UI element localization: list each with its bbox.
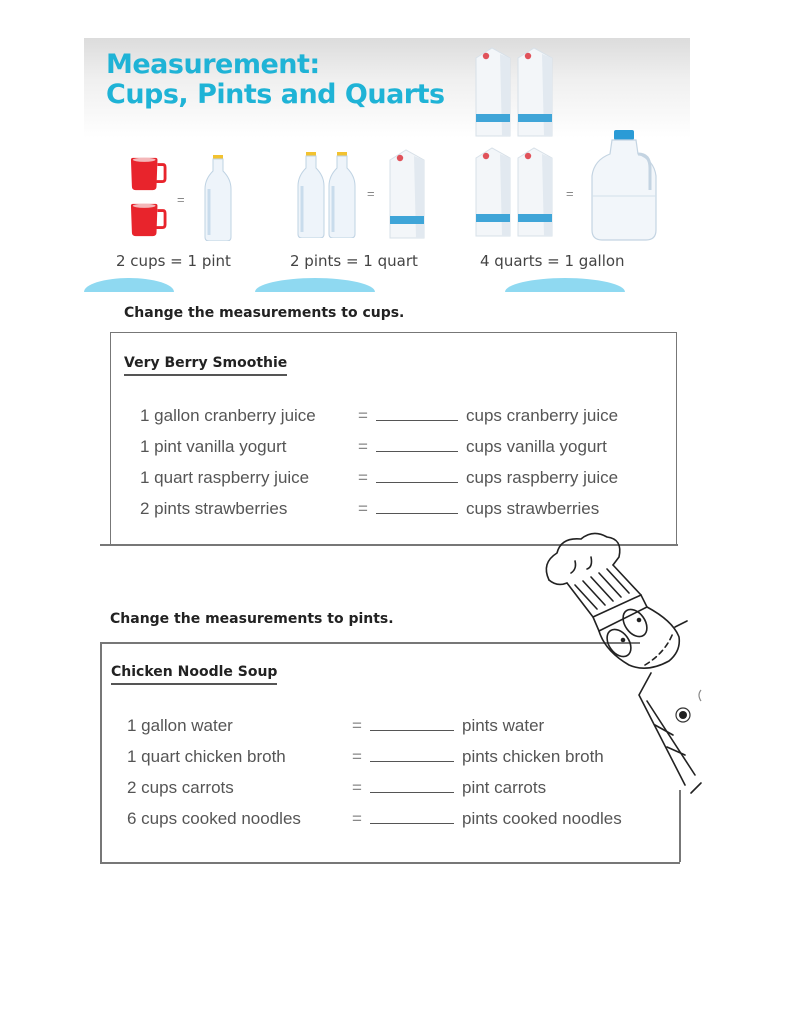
answer-blank[interactable] xyxy=(376,495,458,514)
unit-text: cups cranberry juice xyxy=(466,406,619,425)
unit-text: pints chicken broth xyxy=(462,747,604,766)
wave-decoration xyxy=(505,278,625,292)
equals-sign: = xyxy=(177,192,185,207)
red-cup-icon xyxy=(129,202,167,238)
answer-blank[interactable] xyxy=(376,464,458,483)
answer-blank[interactable] xyxy=(370,743,454,762)
unit-text: cups vanilla yogurt xyxy=(466,437,607,456)
unit-text: pints cooked noodles xyxy=(462,809,622,828)
equals-sign: = xyxy=(367,186,375,201)
list-item xyxy=(140,464,670,495)
wave-decoration xyxy=(255,278,375,292)
milk-bottle-icon xyxy=(203,155,233,241)
milk-carton-icon xyxy=(472,44,514,140)
answer-blank[interactable] xyxy=(376,402,458,421)
answer-blank[interactable] xyxy=(370,712,454,731)
unit-text: pint carrots xyxy=(462,778,547,797)
gallon-jug-icon xyxy=(588,130,660,242)
equivalence-label: 4 quarts = 1 gallon xyxy=(480,252,625,270)
equals-sign: = xyxy=(358,468,368,487)
quantity-text: 1 gallon cranberry juice xyxy=(140,406,316,425)
answer-blank[interactable] xyxy=(370,774,454,793)
unit-text: pints water xyxy=(462,716,545,735)
equivalence-label: 2 pints = 1 quart xyxy=(290,252,418,270)
answer-blank[interactable] xyxy=(376,433,458,452)
milk-carton-icon xyxy=(514,44,556,140)
section2-bottom-rule xyxy=(100,862,680,864)
chef-illustration-icon xyxy=(535,525,715,815)
title-line-2: Cups, Pints and Quarts xyxy=(106,79,445,110)
section1-instruction: Change the measurements to cups. xyxy=(124,305,405,321)
milk-bottle-icon xyxy=(327,152,357,238)
quantity-text: 1 quart chicken broth xyxy=(127,747,286,766)
equals-sign: = xyxy=(358,437,368,456)
milk-carton-icon xyxy=(386,146,428,242)
section2-instruction: Change the measurements to pints. xyxy=(110,611,394,627)
wave-decoration xyxy=(84,278,174,292)
answer-blank[interactable] xyxy=(370,805,454,824)
quantity-text: 6 cups cooked noodles xyxy=(127,809,301,828)
list-item xyxy=(140,402,670,433)
quantity-text: 1 gallon water xyxy=(127,716,233,735)
section1-rows xyxy=(140,402,670,526)
quantity-text: 2 pints strawberries xyxy=(140,499,288,518)
milk-carton-icon xyxy=(472,144,514,240)
section2-left-rule xyxy=(100,642,102,862)
equals-sign: = xyxy=(566,186,574,201)
equals-sign: = xyxy=(358,406,368,425)
worksheet-title xyxy=(106,50,445,110)
list-item xyxy=(140,433,670,464)
list-item xyxy=(140,495,670,526)
milk-carton-icon xyxy=(514,144,556,240)
equivalence-label: 2 cups = 1 pint xyxy=(116,252,231,270)
quantity-text: 1 pint vanilla yogurt xyxy=(140,437,287,456)
equals-sign: = xyxy=(352,747,362,766)
unit-text: cups strawberries xyxy=(466,499,600,518)
title-line-1: Measurement: xyxy=(106,49,320,80)
quantity-text: 2 cups carrots xyxy=(127,778,234,797)
equals-sign: = xyxy=(352,809,362,828)
equals-sign: = xyxy=(352,778,362,797)
milk-bottle-icon xyxy=(296,152,326,238)
quantity-text: 1 quart raspberry juice xyxy=(140,468,310,487)
equals-sign: = xyxy=(358,499,368,518)
section1-recipe-title: Very Berry Smoothie xyxy=(124,355,287,376)
equals-sign: = xyxy=(352,716,362,735)
section2-recipe-title: Chicken Noodle Soup xyxy=(111,664,277,685)
red-cup-icon xyxy=(129,156,167,192)
unit-text: cups raspberry juice xyxy=(466,468,619,487)
